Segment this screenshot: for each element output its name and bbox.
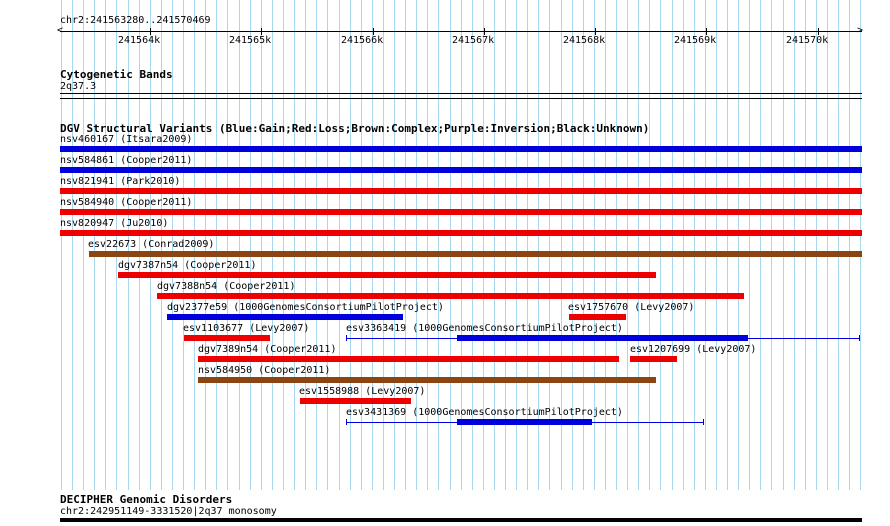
location-label: chr2:241563280..241570469 — [60, 15, 211, 26]
feature-bar[interactable] — [60, 230, 862, 236]
feature-bar[interactable] — [60, 188, 862, 194]
feature-label[interactable]: dgv2377e59 (1000GenomesConsortiumPilotProject) — [167, 302, 444, 313]
feature-label[interactable]: dgv7389n54 (Cooper2011) — [198, 344, 337, 355]
feature-bar[interactable] — [167, 314, 403, 320]
feature-label[interactable]: esv1207699 (Levy2007) — [630, 344, 757, 355]
tick-mark — [818, 28, 819, 35]
feature-bar[interactable] — [569, 314, 626, 320]
cytoband-bar-top — [60, 93, 862, 94]
decipher-track-title[interactable]: DECIPHER Genomic Disorders — [60, 493, 233, 506]
feature-label[interactable]: esv1757670 (Levy2007) — [568, 302, 695, 313]
feature-label[interactable]: nsv584950 (Cooper2011) — [198, 365, 331, 376]
feature-bar[interactable] — [60, 146, 862, 152]
feature-label[interactable]: nsv460167 (Itsara2009) — [60, 134, 193, 145]
feature-bar[interactable] — [157, 293, 744, 299]
feature-bar[interactable] — [184, 335, 270, 341]
tick-label: 241564k — [118, 35, 161, 46]
tick-label: 241570k — [786, 35, 829, 46]
feature-block — [457, 419, 592, 425]
tick-mark — [595, 28, 596, 35]
feature-label[interactable]: nsv584940 (Cooper2011) — [60, 197, 193, 208]
tick-mark — [373, 28, 374, 35]
feature-label[interactable]: nsv584861 (Cooper2011) — [60, 155, 193, 166]
feature-bar[interactable] — [630, 356, 677, 362]
decipher-feature-bar[interactable] — [60, 518, 862, 522]
feature-label[interactable]: nsv821941 (Park2010) — [60, 176, 181, 187]
feature-end-cap — [703, 419, 704, 425]
feature-bar[interactable] — [198, 356, 619, 362]
feature-label[interactable]: esv22673 (Conrad2009) — [88, 239, 215, 250]
dgv-track-title[interactable]: DGV Structural Variants (Blue:Gain;Red:Loss;Brown:Complex;Purple:Inversion;Black:Unknown) — [60, 122, 650, 135]
tick-label: 241568k — [563, 35, 606, 46]
cytoband-label: 2q37.3 — [60, 81, 97, 92]
tick-label: 241569k — [674, 35, 717, 46]
feature-end-cap — [346, 335, 347, 341]
feature-label[interactable]: esv3363419 (1000GenomesConsortiumPilotProject) — [346, 323, 623, 334]
feature-label[interactable]: dgv7388n54 (Cooper2011) — [157, 281, 296, 292]
tick-label: 241565k — [229, 35, 272, 46]
feature-bar[interactable] — [60, 167, 862, 173]
tick-label: 241566k — [341, 35, 384, 46]
tick-mark — [706, 28, 707, 35]
cytoband-bar-bottom — [60, 98, 862, 99]
decipher-feature-label[interactable]: chr2:242951149-3331520|2q37 monosomy — [60, 506, 277, 517]
feature-block — [457, 335, 748, 341]
tick-mark — [484, 28, 485, 35]
feature-bar[interactable] — [198, 377, 656, 383]
feature-end-cap — [859, 335, 860, 341]
feature-label[interactable]: esv1103677 (Levy2007) — [183, 323, 310, 334]
feature-label[interactable]: dgv7387n54 (Cooper2011) — [118, 260, 257, 271]
feature-label[interactable]: nsv820947 (Ju2010) — [60, 218, 169, 229]
tick-label: 241567k — [452, 35, 495, 46]
feature-label[interactable]: esv3431369 (1000GenomesConsortiumPilotProject) — [346, 407, 623, 418]
tick-mark — [150, 28, 151, 35]
feature-end-cap — [346, 419, 347, 425]
feature-bar[interactable] — [300, 398, 411, 404]
feature-label[interactable]: esv1558988 (Levy2007) — [299, 386, 426, 397]
cytoband-track-title[interactable]: Cytogenetic Bands — [60, 68, 173, 81]
feature-bar[interactable] — [118, 272, 656, 278]
feature-bar[interactable] — [89, 251, 862, 257]
tick-mark — [261, 28, 262, 35]
feature-bar[interactable] — [60, 209, 862, 215]
ruler-left-arrow: < — [57, 25, 64, 36]
ruler-right-arrow: > — [857, 25, 864, 36]
